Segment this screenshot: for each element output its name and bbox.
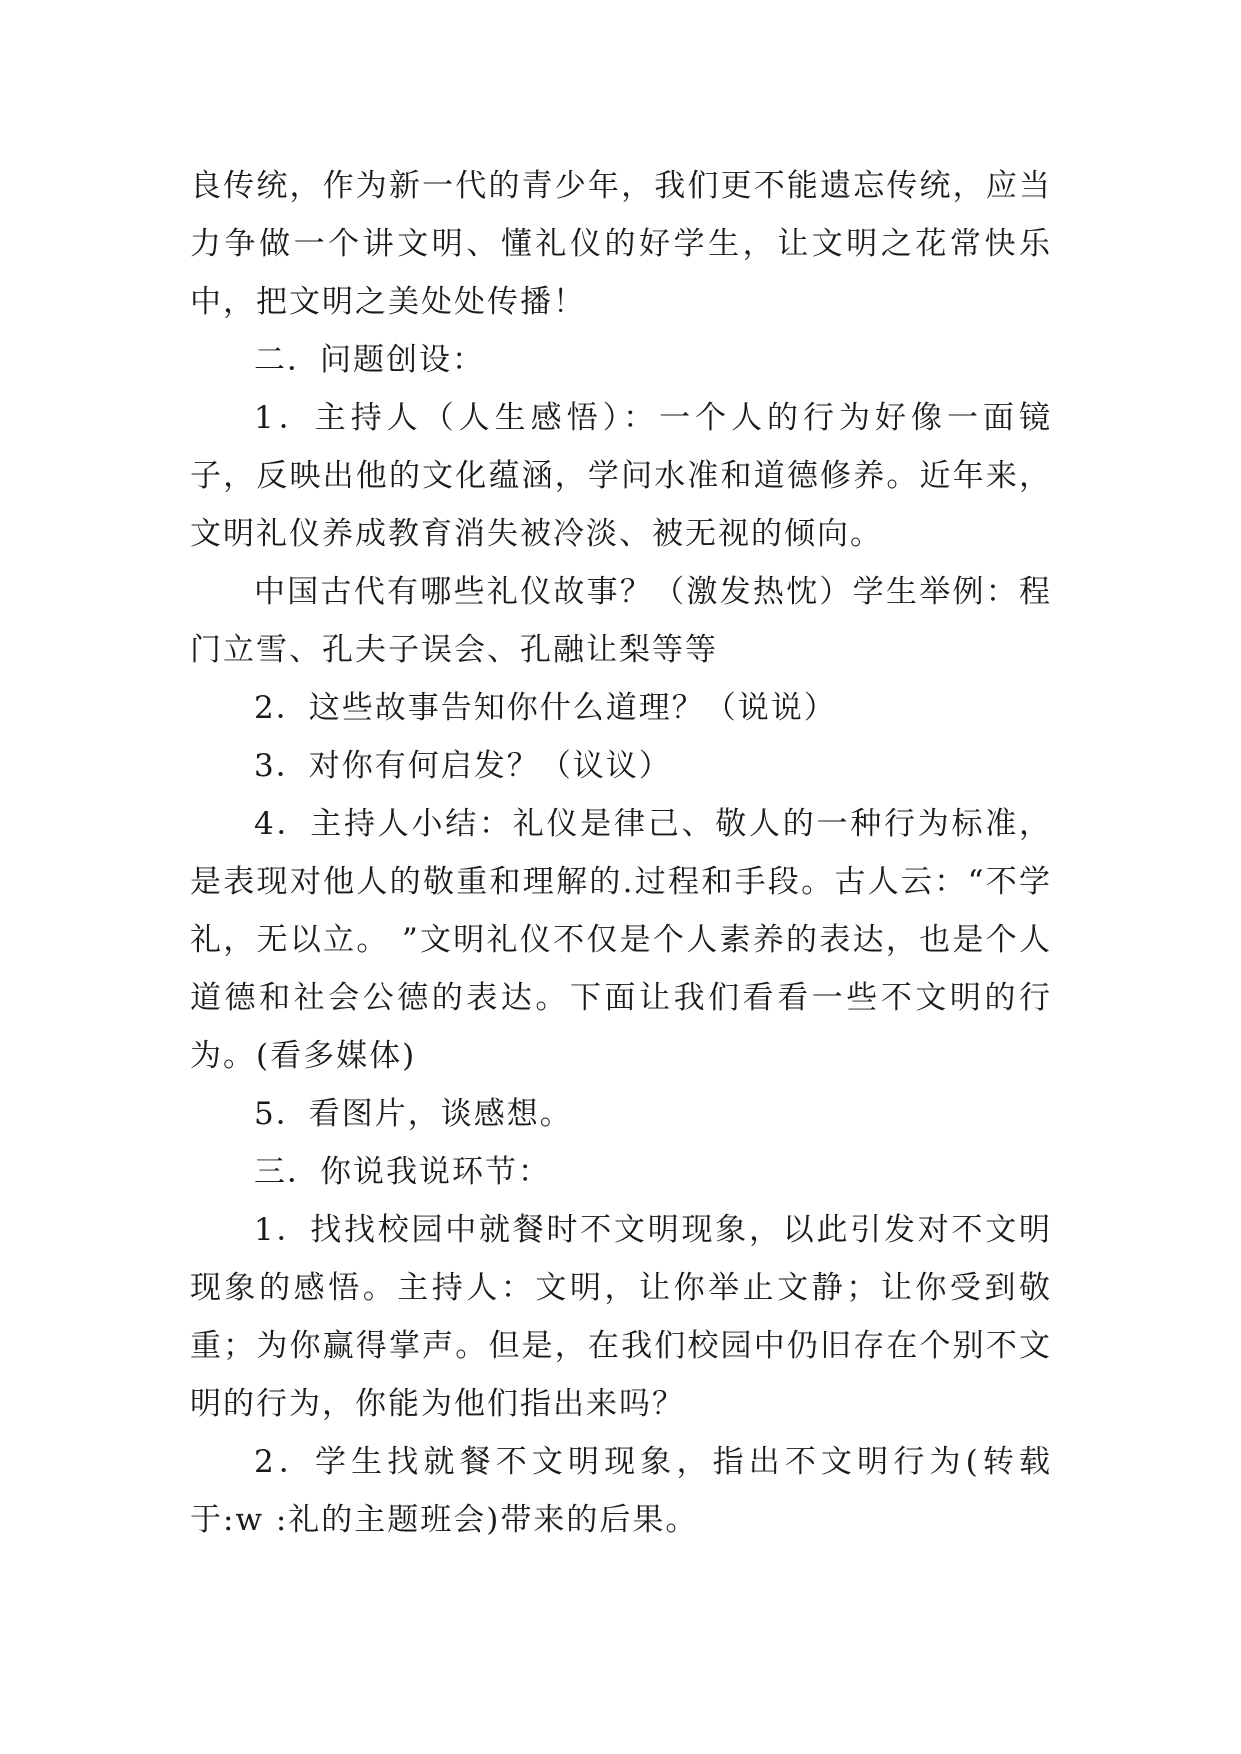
paragraph-continuation: 良传统，作为新一代的青少年，我们更不能遗忘传统，应当力争做一个讲文明、懂礼仪的好学生，让文明之花常快乐中，把文明之美处处传播！ [190, 168, 1052, 320]
section-heading-discussion: 三．你说我说环节： [254, 1154, 551, 1190]
list-item-3: 3．对你有何启发？（议议） [254, 748, 672, 784]
list-item-2: 2．这些故事告知你什么道理？（说说） [254, 690, 837, 726]
paragraph-host-insight: 1．主持人（人生感悟）：一个人的行为好像一面镜子，反映出他的文化蕴涵，学问水准和道德修养。近年来，文明礼仪养成教育消失被冷淡、被无视的倾向。 [190, 400, 1052, 552]
document-body [190, 157, 1052, 1549]
paragraph-student-findings: 2．学生找就餐不文明现象，指出不文明行为(转载于:w :礼的主题班会)带来的后果。 [190, 1444, 1052, 1538]
paragraph-find-uncivil-behavior: 1．找找校园中就餐时不文明现象，以此引发对不文明现象的感悟。主持人：文明，让你举止文静；让你受到敬重；为你赢得掌声。但是，在我们校园中仍旧存在个别不文明的行为，你能为他们指出来吗？ [190, 1212, 1052, 1422]
list-item-5: 5．看图片，谈感想。 [254, 1096, 573, 1132]
paragraph-ancient-stories: 中国古代有哪些礼仪故事？（激发热忱）学生举例：程门立雪、孔夫子误会、孔融让梨等等 [190, 574, 1052, 668]
section-heading-problem-setup: 二．问题创设： [254, 342, 485, 378]
paragraph-host-summary: 4．主持人小结：礼仪是律己、敬人的一种行为标准，是表现对他人的敬重和理解的.过程和手段。古人云：“不学礼，无以立。 ”文明礼仪不仅是个人素养的表达，也是个人道德和社会公德的表达。下面让我们看看一些不文明的行为。(看多媒体) [190, 806, 1052, 1074]
